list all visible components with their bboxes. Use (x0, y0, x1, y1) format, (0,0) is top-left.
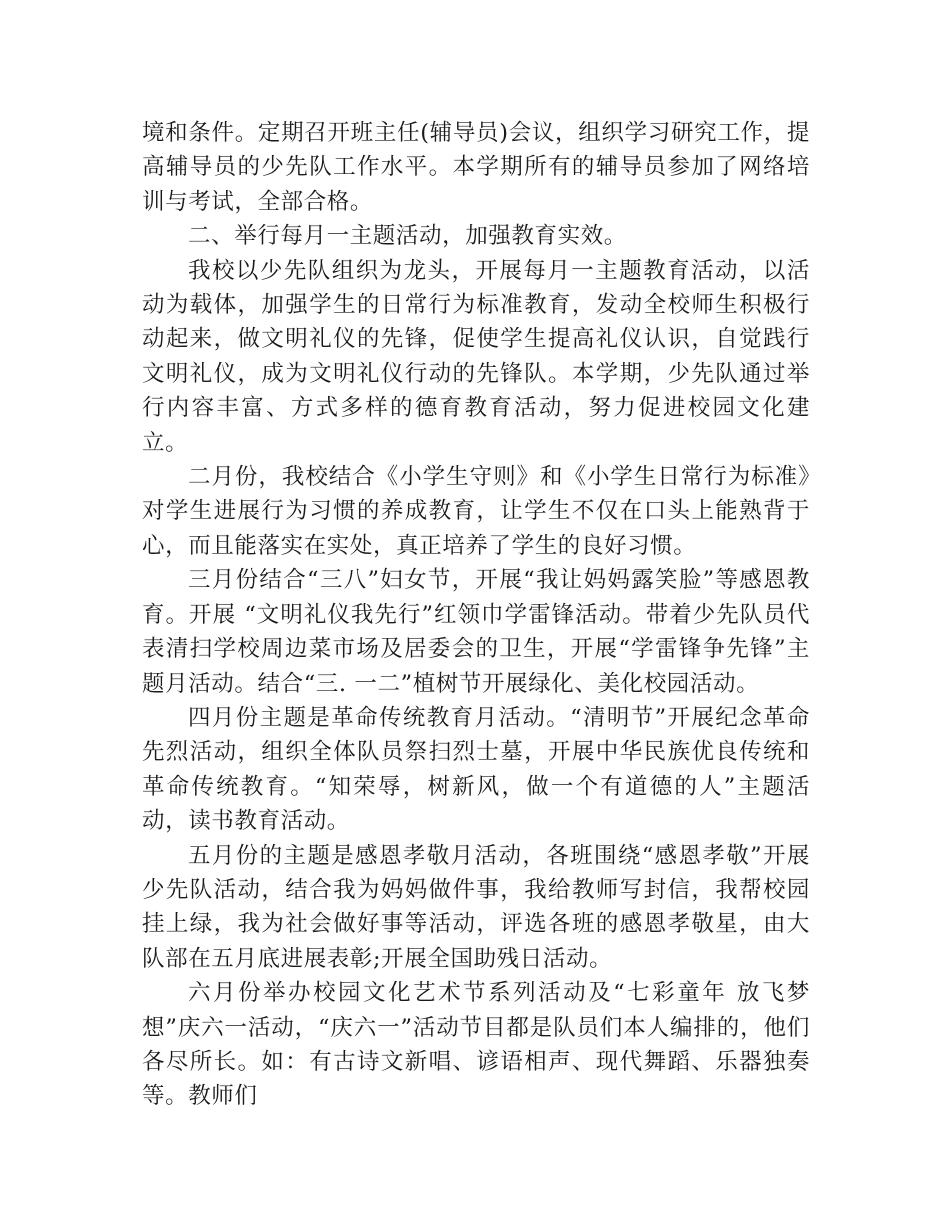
paragraph-1: 境和条件。定期召开班主任(辅导员)会议，组织学习研究工作，提高辅导员的少先队工作水平。本学期所有的辅导员参加了网络培训与考试，全部合格。 (142, 120, 810, 215)
paragraph-march: 三月份结合“三八”妇女节，开展“我让妈妈露笑脸”等感恩教育。开展 “文明礼仪我先行”红领巾学雷锋活动。带着少先队员代表清扫学校周边菜市场及居委会的卫生，开展“学雷锋争先锋”主题月活动。结合“三. 一二”植树节开展绿化、美化校园活动。 (142, 567, 810, 697)
paragraph-may: 五月份的主题是感恩孝敬月活动，各班围绕“感恩孝敬”开展少先队活动，结合我为妈妈做件事，我给教师写封信，我帮校园挂上绿，我为社会做好事等活动，评选各班的感恩孝敬星，由大队部在五月底进展表彰;开展全国助残日活动。 (142, 842, 810, 972)
paragraph-section-heading: 二、举行每月一主题活动，加强教育实效。 (188, 223, 627, 250)
paragraph-june: 六月份举办校园文化艺术节系列活动及“七彩童年 放飞梦想”庆六一活动，“庆六一”活动节目都是队员们本人编排的，他们各尽所长。如：有古诗文新唱、谚语相声、现代舞蹈、乐器独奏等。教师们 (142, 980, 810, 1110)
document-body (142, 116, 810, 1114)
paragraph-april: 四月份主题是革命传统教育月活动。“清明节”开展纪念革命先烈活动，组织全体队员祭扫烈士墓，开展中华民族优良传统和革命传统教育。“知荣辱，树新风，做一个有道德的人”主题活动，读书教育活动。 (142, 704, 810, 835)
paragraph-february: 二月份，我校结合《小学生守则》和《小学生日常行为标准》对学生进展行为习惯的养成教育，让学生不仅在口头上能熟背于心，而且能落实在实处，真正培养了学生的良好习惯。 (142, 464, 810, 559)
paragraph-3: 我校以少先队组织为龙头，开展每月一主题教育活动，以活动为载体，加强学生的日常行为标准教育，发动全校师生积极行动起来，做文明礼仪的先锋，促使学生提高礼仪认识，自觉践行文明礼仪，成为文明礼仪行动的先锋队。本学期，少先队通过举行内容丰富、方式多样的德育教育活动，努力促进校园文化建立。 (142, 257, 810, 456)
